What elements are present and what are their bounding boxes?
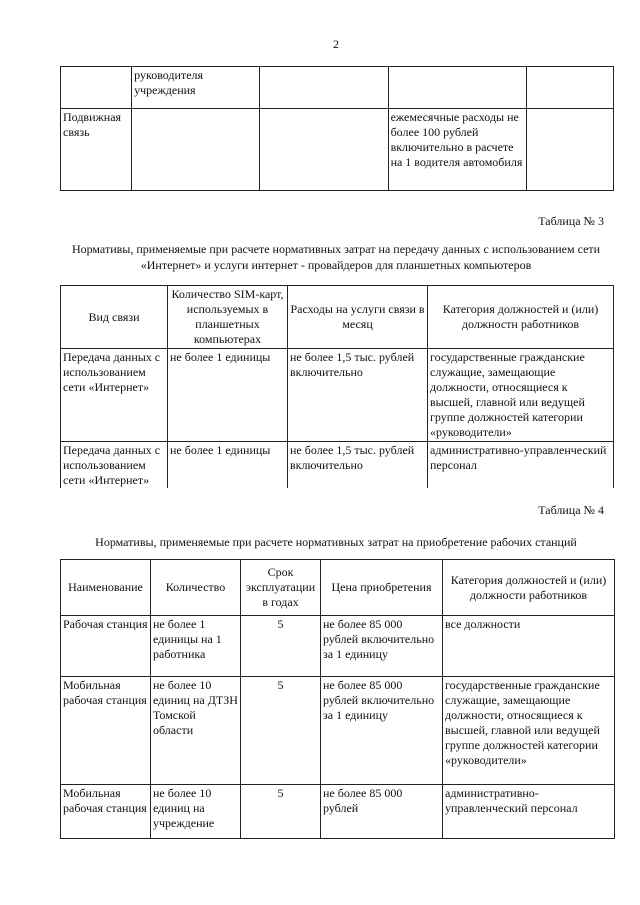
table-row (61, 67, 614, 109)
table-cell: государственные гражданские служащие, замещающие должности, относящиеся к высшей, главной или ведущей группе должностей категории «руководители» (443, 677, 615, 785)
table-header-cell: Цена приобретения (321, 560, 443, 616)
table-cell: все должности (443, 616, 615, 677)
table-label: Таблица № 3 (538, 214, 604, 228)
table-cell: 5 (241, 616, 321, 677)
table-header-cell: Расходы на услуги связи в месяц (288, 286, 428, 349)
table-cell: не более 1 единицы (168, 442, 288, 489)
table-row (61, 349, 614, 442)
page-number: 2 (333, 37, 339, 51)
table-cell: государственные гражданские служащие, замещающие должности, относящиеся к высшей, главной или ведущей группе должностей категории «руководители» (428, 349, 614, 442)
table-caption: Нормативы, применяемые при расчете нормативных затрат на передачу данных с использованием сети «Интернет» и услуги интернет - провайдеров для планшетных компьютеров (71, 242, 601, 272)
table-cell: не более 1,5 тыс. рублей включительно (288, 349, 428, 442)
table-cell: 5 (241, 785, 321, 839)
table-header-cell: Категория должностей и (или) должностн работников (428, 286, 614, 349)
table-cell: не более 85 000 рублей включительно за 1 единицу (321, 616, 443, 677)
table-header-cell: Категория должностей и (или) должности работников (443, 560, 615, 616)
table-row (61, 616, 615, 677)
table-cell (260, 109, 388, 191)
table-row (61, 109, 614, 191)
table-row (61, 442, 614, 489)
table-cell: не более 1 единицы (168, 349, 288, 442)
table-cell: Подвижная связь (61, 109, 132, 191)
table-cell (526, 109, 613, 191)
table-header-cell: Количество (151, 560, 241, 616)
table-header-row (61, 560, 615, 616)
table-header-cell: Наименование (61, 560, 151, 616)
table-cell: Рабочая станция (61, 616, 151, 677)
table-cell: не более 1,5 тыс. рублей включительно (288, 442, 428, 489)
table-cell (260, 67, 388, 109)
table-header-cell: Количество SIM-карт, используемых в планшетных компьютерах (168, 286, 288, 349)
table-cell: не более 85 000 рублей (321, 785, 443, 839)
table-cell: руководителя учреждения (132, 67, 260, 109)
table-cell: Передача данных с использованием сети «Интернет» (61, 349, 168, 442)
table-row (61, 785, 615, 839)
table-cell (526, 67, 613, 109)
table-cell: Мобильная рабочая станция (61, 785, 151, 839)
table-continuation (60, 66, 614, 191)
table-clip (58, 284, 618, 488)
table-row (61, 677, 615, 785)
table-header-row (61, 286, 614, 349)
table-cell: 5 (241, 677, 321, 785)
table-internet (60, 285, 614, 488)
table-cell: административно-управленческий персонал (443, 785, 615, 839)
table-cell (388, 67, 526, 109)
table-cell: не более 1 единицы на 1 работника (151, 616, 241, 677)
table-cell (132, 109, 260, 191)
table-label: Таблица № 4 (538, 503, 604, 517)
table-cell: Мобильная рабочая станция (61, 677, 151, 785)
table-cell: Передача данных с использованием сети «Интернет» (61, 442, 168, 489)
table-cell: не более 85 000 рублей включительно за 1 единицу (321, 677, 443, 785)
table-cell: административно-управленческий персонал (428, 442, 614, 489)
table-caption: Нормативы, применяемые при расчете нормативных затрат на приобретение рабочих станций (95, 535, 577, 549)
table-cell (61, 67, 132, 109)
table-header-cell: Вид связи (61, 286, 168, 349)
table-cell: ежемесячные расходы не более 100 рублей включительно в расчете на 1 водителя автомобиля (388, 109, 526, 191)
table-cell: не более 10 единиц на ДТЗН Томской области (151, 677, 241, 785)
table-workstations (60, 559, 615, 839)
table-cell: не более 10 единиц на учреждение (151, 785, 241, 839)
table-header-cell: Срок эксплуатации в годах (241, 560, 321, 616)
